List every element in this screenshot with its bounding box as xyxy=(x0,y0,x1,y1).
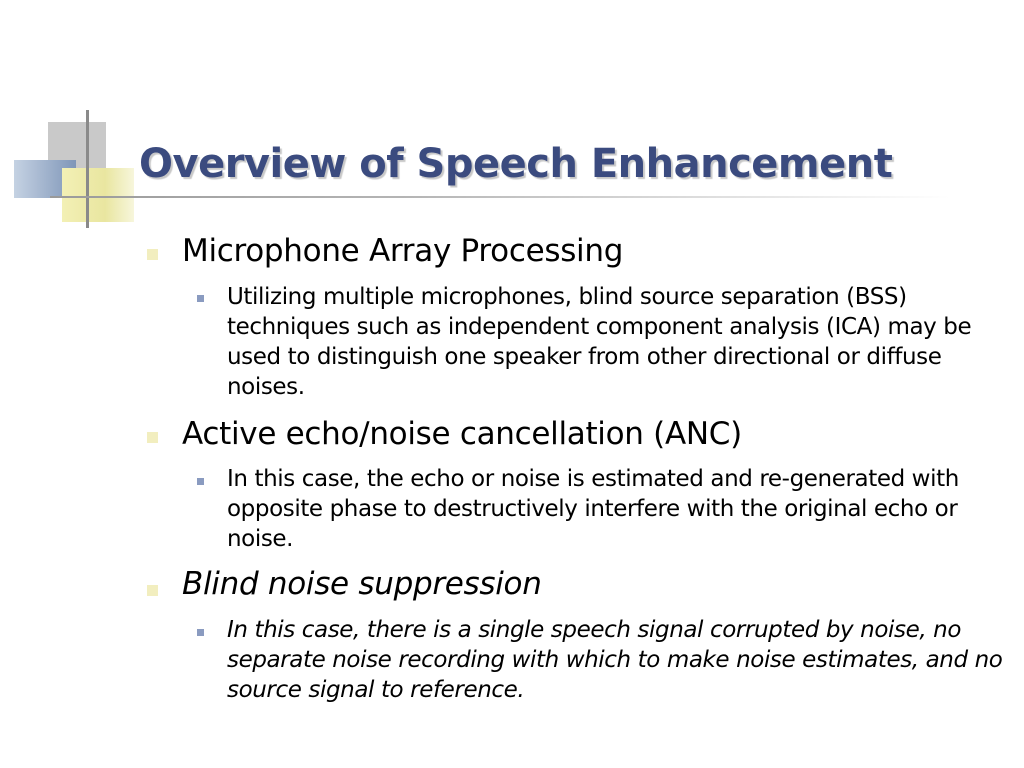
level1-bullet-icon xyxy=(147,585,158,596)
level2-bullet-icon xyxy=(197,295,204,302)
sub-bullet-microphone-array: Utilizing multiple microphones, blind source separation (BSS) techniques such as independent component analysis (ICA) may be used to distinguish one speaker from other directional or diffuse noises. xyxy=(227,284,972,400)
bullet-blind-noise-suppression: Blind noise suppression xyxy=(182,566,542,602)
bullet-microphone-array: Microphone Array Processing xyxy=(182,233,624,269)
level2-bullet-icon xyxy=(197,478,204,485)
level1-bullet-icon xyxy=(147,432,158,443)
level1-bullet-icon xyxy=(147,249,158,260)
sub-bullet-blind-noise-suppression: In this case, there is a single speech signal corrupted by noise, no separate noise recording with which to make noise estimates, and no source signal to reference. xyxy=(227,617,1003,703)
level2-bullet-icon xyxy=(197,629,204,636)
slide-title: Overview of Speech Enhancement xyxy=(139,141,893,187)
bullet-active-cancellation: Active echo/noise cancellation (ANC) xyxy=(182,416,742,452)
sub-bullet-active-cancellation: In this case, the echo or noise is estimated and re-generated with opposite phase to destructively interfere with the original echo or noise. xyxy=(227,466,959,552)
